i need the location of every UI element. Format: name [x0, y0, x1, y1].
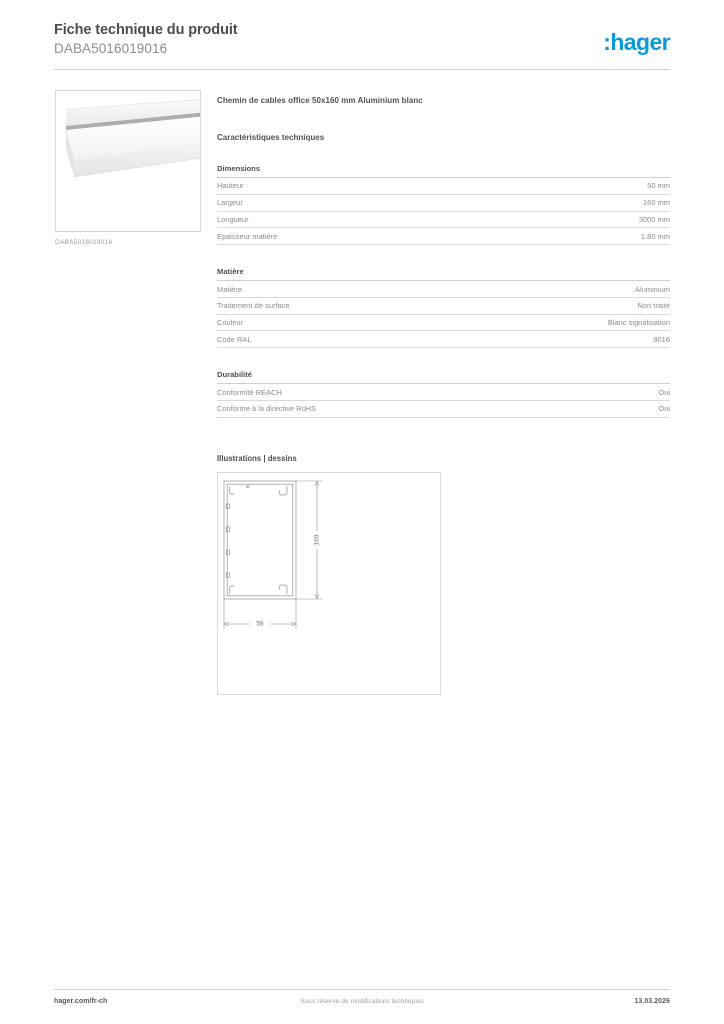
spec-table [217, 384, 670, 418]
spec-value: 9016 [444, 331, 671, 348]
spec-label: Traitement de surface [217, 297, 444, 314]
spec-label: Couleur [217, 314, 444, 331]
spec-section-durabilite [217, 370, 670, 418]
spec-value: 3000 mm [444, 211, 671, 228]
header-divider [54, 69, 670, 70]
table-row [217, 211, 670, 228]
spec-value: 1.80 mm [444, 228, 671, 245]
section-title: Durabilité [217, 370, 670, 384]
spec-label: Code RAL [217, 331, 444, 348]
spec-section-dimensions [217, 164, 670, 245]
footer-divider [54, 989, 670, 990]
hager-logo: :hager [603, 29, 670, 55]
spec-value: Aluminium [444, 281, 671, 297]
spec-value: Non traité [444, 297, 671, 314]
dimension-label-horizontal: 58 [256, 620, 264, 628]
table-row [217, 178, 670, 194]
specifications-heading: Caractéristiques techniques [217, 133, 325, 142]
product-figure [55, 90, 203, 246]
page-header [54, 22, 670, 66]
spec-value: 160 mm [444, 194, 671, 211]
page-footer [54, 998, 670, 1012]
section-title: Matière [217, 267, 670, 281]
spec-label: Longueur [217, 211, 444, 228]
spec-value: 50 mm [444, 178, 671, 194]
spec-label: Conforme à la directive RoHS [217, 401, 444, 418]
spec-value: Oui [444, 401, 671, 418]
dimension-label-vertical: 160 [313, 534, 321, 546]
spec-value: Blanc signalisation [444, 314, 671, 331]
footer-disclaimer: Sous réserve de modifications techniques [299, 998, 425, 1005]
footer-date: 13.03.2026 [634, 998, 670, 1005]
main-content [217, 90, 670, 695]
product-image-frame [55, 90, 201, 232]
table-row [217, 228, 670, 245]
spec-label: Largeur [217, 194, 444, 211]
product-photo-cable-tray [55, 97, 201, 189]
section-title: Dimensions [217, 164, 670, 178]
product-reference: DABA5016019016 [54, 41, 168, 56]
title-block [54, 22, 237, 57]
product-name: Chemin de cables office 50x160 mm Aluminium blanc [217, 96, 423, 105]
table-row [217, 297, 670, 314]
table-row [217, 331, 670, 348]
spec-section-matiere [217, 267, 670, 348]
table-row [217, 314, 670, 331]
page-title: Fiche technique du produit [54, 22, 238, 38]
spec-label: Conformité REACH [217, 384, 444, 400]
spec-table [217, 178, 670, 245]
table-row [217, 194, 670, 211]
technical-drawing [218, 473, 440, 694]
technical-drawing-frame [217, 472, 441, 695]
table-row [217, 281, 670, 297]
spec-label: Matière [217, 281, 444, 297]
illustrations-title: Illustrations | dessins [217, 453, 297, 463]
spec-label: Hauteur [217, 178, 444, 194]
figure-caption: DABA5016019016 [55, 239, 113, 246]
spec-value: Oui [444, 384, 671, 400]
table-row [217, 384, 670, 400]
table-row [217, 401, 670, 418]
footer-website[interactable]: hager.com/fr-ch [54, 998, 108, 1005]
spec-label: Epaisseur matière [217, 228, 444, 245]
spec-table [217, 281, 670, 348]
